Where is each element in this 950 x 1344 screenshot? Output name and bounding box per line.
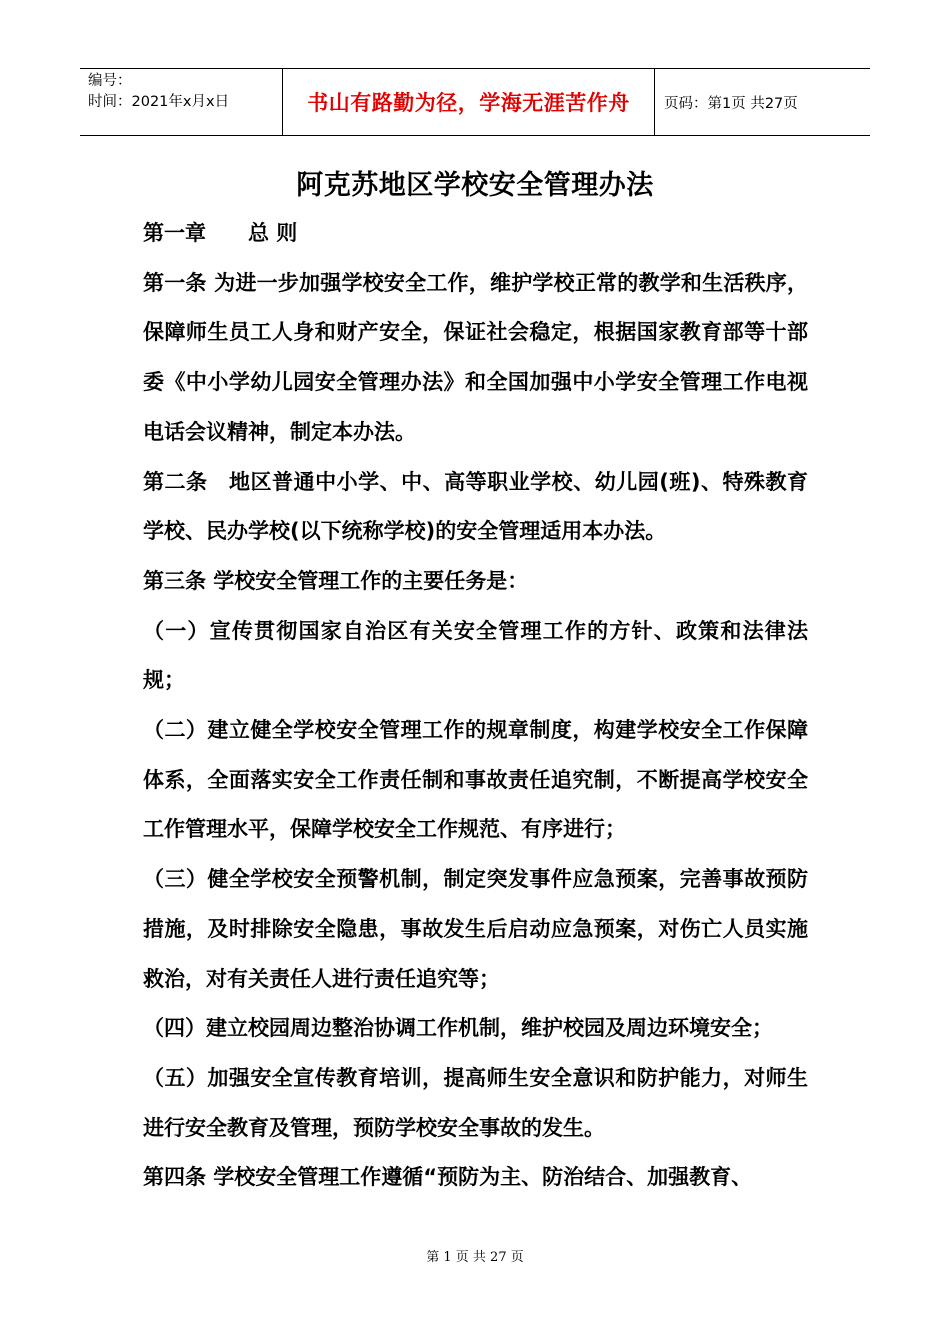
- document-number-label: 编号：: [88, 73, 132, 89]
- list-item-paragraph: （四）建立校园周边整治协调工作机制，维护校园及周边环境安全；: [143, 1016, 773, 1041]
- header-page-cell: [655, 69, 870, 135]
- list-item-paragraph: （二）建立健全学校安全管理工作的规章制度，构建学校安全工作保障体系，全面落实安全工作责任制和事故责任追究制，不断提高学校安全工作管理水平，保障学校安全工作规范、有序进行；: [143, 718, 808, 842]
- header-motto-cell: [282, 69, 655, 135]
- list-item-paragraph: （五）加强安全宣传教育培训，提高师生安全意识和防护能力，对师生进行安全教育及管理，预防学校安全事故的发生。: [143, 1065, 808, 1140]
- header-page-info: 页码：第1页 共27页: [664, 95, 798, 112]
- header-motto: 书山有路勤为径，学海无涯苦作舟: [307, 91, 630, 115]
- article-paragraph: 第三条 学校安全管理工作的主要任务是：: [143, 568, 529, 593]
- article-paragraph: 第四条 学校安全管理工作遵循“预防为主、防治结合、加强教育、: [143, 1165, 753, 1190]
- list-item-paragraph: （一）宣传贯彻国家自治区有关安全管理工作的方针、政策和法律法规；: [143, 618, 808, 693]
- document-body: [143, 209, 808, 1203]
- header-meta-cell: [80, 69, 282, 135]
- chapter-heading: 第一章 总 则: [143, 221, 298, 245]
- list-item-paragraph: （三）健全学校安全预警机制，制定突发事件应急预案，完善事故预防措施，及时排除安全隐患，事故发生后启动应急预案，对伤亡人员实施救治，对有关责任人进行责任追究等；: [143, 867, 808, 991]
- article-paragraph: 第一条 为进一步加强学校安全工作，维护学校正常的教学和生活秩序，保障师生员工人身和财产安全，保证社会稳定，根据国家教育部等十部委《中小学幼儿园安全管理办法》和全国加强中小学安全管理工作电视电话会议精神，制定本办法。: [143, 270, 808, 444]
- document-title: 阿克苏地区学校安全管理办法: [296, 170, 654, 201]
- document-date: 时间：2021年x月x日: [88, 94, 230, 110]
- article-paragraph: 第二条 地区普通中小学、中、高等职业学校、幼儿园(班)、特殊教育学校、民办学校(以下统称学校)的安全管理适用本办法。: [143, 469, 808, 544]
- document-header-table: [80, 68, 870, 136]
- page-footer: 第 1 页 共 27 页: [426, 1250, 524, 1265]
